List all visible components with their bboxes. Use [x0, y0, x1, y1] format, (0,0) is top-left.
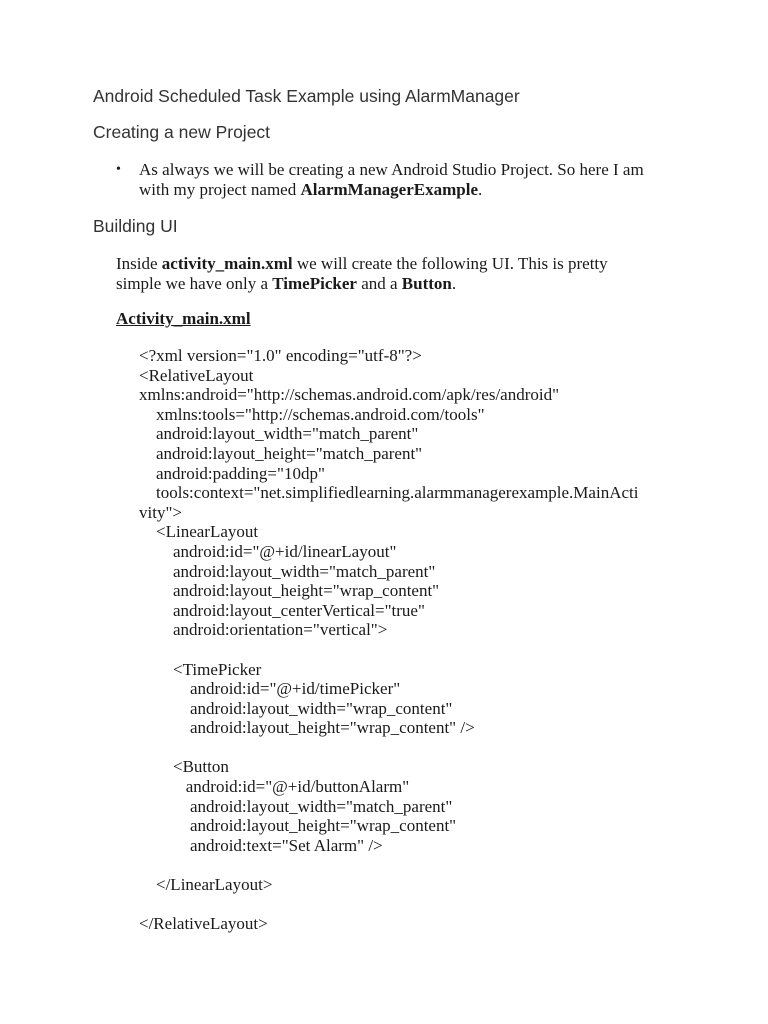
code-line: <TimePicker — [139, 659, 262, 679]
ui-description-paragraph — [116, 254, 656, 293]
list-item — [116, 160, 676, 199]
filename-bold: activity_main.xml — [161, 254, 293, 273]
paragraph-text: Inside — [116, 254, 162, 273]
code-line: android:layout_width="match_parent" — [139, 424, 419, 444]
code-line: android:id="@+id/linearLayout" — [139, 541, 397, 561]
timepicker-bold: TimePicker — [272, 273, 357, 293]
code-line: android:layout_width="match_parent" — [139, 796, 453, 816]
code-line: <RelativeLayout — [139, 365, 254, 385]
code-line: <LinearLayout — [139, 522, 259, 542]
code-line — [139, 738, 638, 758]
paragraph-text: and a — [356, 273, 402, 293]
code-line: xmlns:tools="http://schemas.android.com/tools" — [139, 404, 485, 424]
code-line — [139, 895, 638, 915]
code-line: tools:context="net.simplifiedlearning.alarmmanagerexample.MainActi — [139, 483, 639, 503]
section-heading-creating-project: Creating a new Project — [93, 122, 271, 142]
button-bold: Button — [401, 273, 452, 293]
code-line — [139, 640, 638, 660]
code-line: android:layout_height="wrap_content" — [139, 581, 440, 601]
project-name: AlarmManagerExample — [300, 179, 478, 199]
code-line: android:id="@+id/timePicker" — [139, 679, 401, 699]
code-line: <?xml version="1.0" encoding="utf-8"?> — [139, 346, 422, 365]
code-line: android:layout_height="wrap_content" /> — [139, 718, 475, 738]
code-line: </LinearLayout> — [139, 875, 273, 895]
code-line: android:layout_centerVertical="true" — [139, 600, 425, 620]
code-line: android:layout_height="match_parent" — [139, 443, 423, 463]
bullet-text: As always we will be creating a new Android Studio Project. So here I am with my project named — [139, 160, 644, 199]
code-line: xmlns:android="http://schemas.android.com/apk/res/android" — [139, 385, 560, 405]
code-line: android:id="@+id/buttonAlarm" — [139, 777, 410, 797]
code-line: android:layout_height="wrap_content" — [139, 816, 457, 836]
bullet-dot-icon: • — [116, 162, 121, 177]
code-line: android:text="Set Alarm" /> — [139, 835, 383, 855]
document-title: Android Scheduled Task Example using AlarmManager — [93, 86, 520, 106]
paragraph-text: . — [451, 273, 457, 293]
code-line: android:orientation="vertical"> — [139, 620, 388, 640]
code-heading: Activity_main.xml — [116, 309, 251, 328]
bullet-text-end: . — [478, 179, 483, 199]
code-line: android:layout_width="wrap_content" — [139, 698, 453, 718]
paragraph-text: we will create the following UI. This is pretty simple we have only a — [116, 254, 608, 293]
code-line: <Button — [139, 757, 229, 777]
section-heading-building-ui: Building UI — [93, 216, 178, 236]
bullet-list — [116, 160, 676, 199]
code-line: android:layout_width="match_parent" — [139, 561, 436, 581]
code-line: </RelativeLayout> — [139, 914, 268, 934]
code-line: vity"> — [139, 502, 182, 522]
code-line: android:padding="10dp" — [139, 463, 325, 483]
code-line — [139, 855, 638, 875]
code-block — [139, 346, 638, 934]
